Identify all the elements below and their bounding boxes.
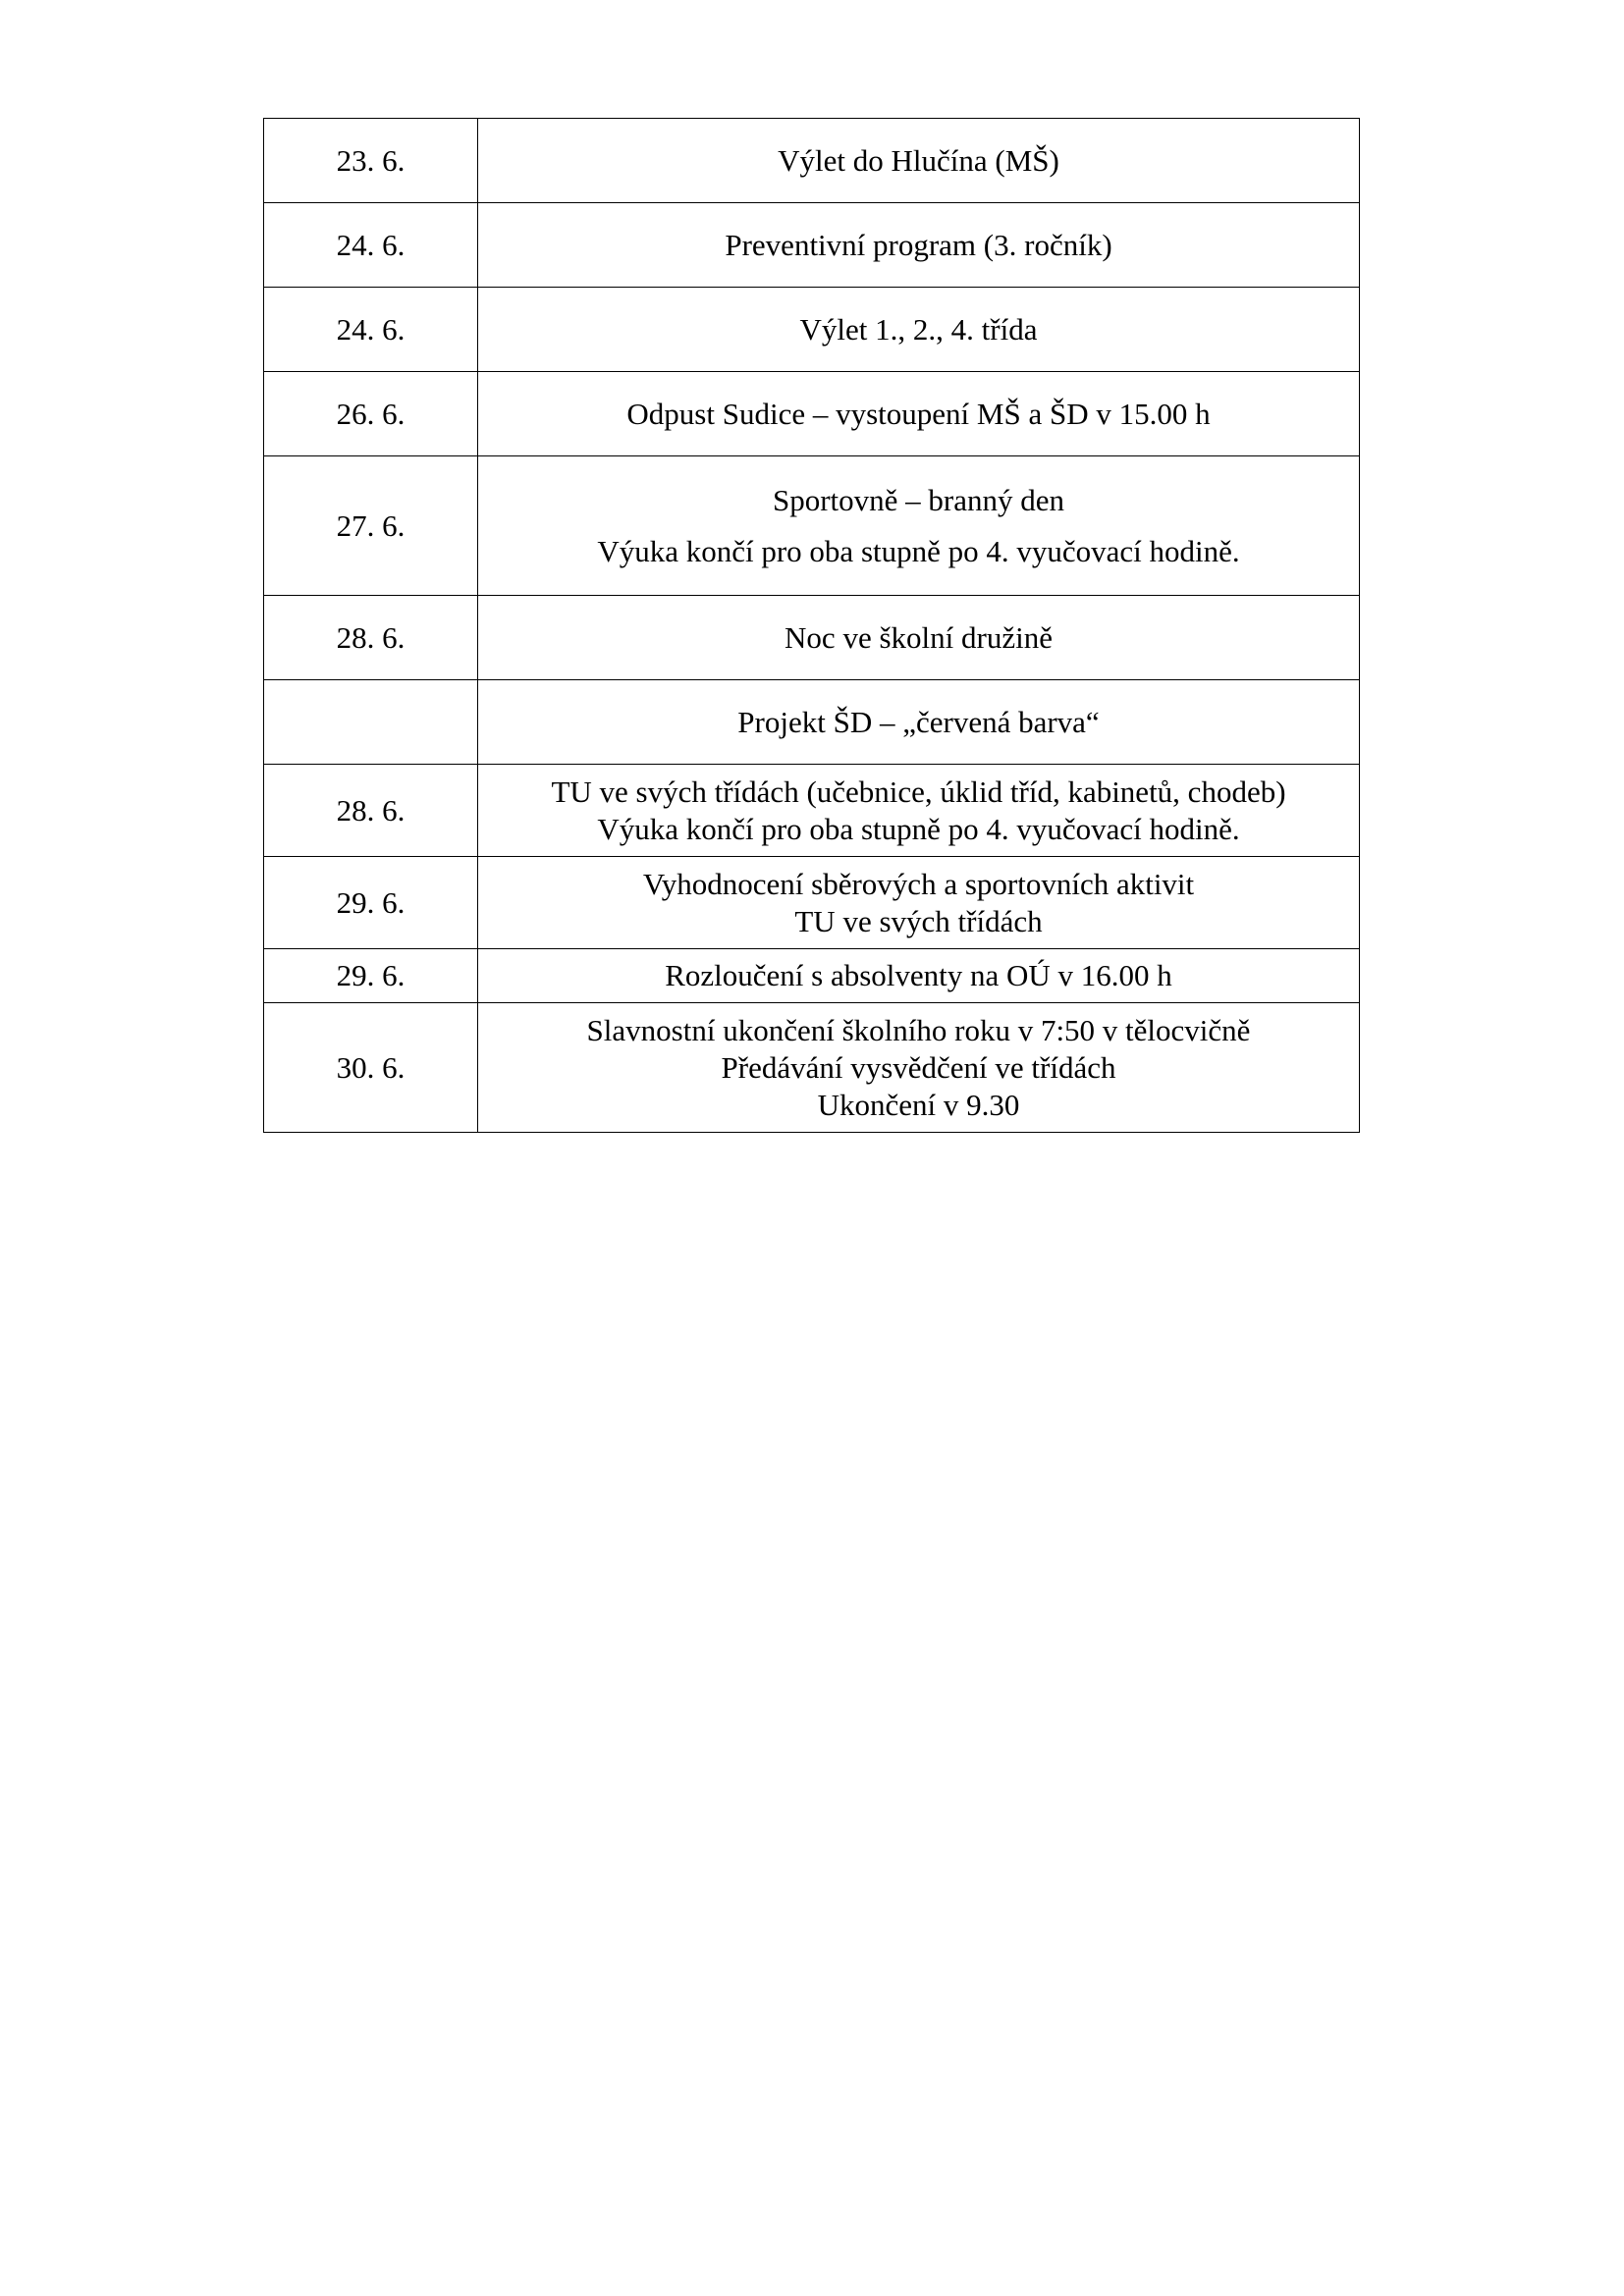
event-text: Vyhodnocení sběrových a sportovních aktivit bbox=[642, 866, 1195, 901]
event-text: Rozloučení s absolventy na OÚ v 16.00 h bbox=[665, 958, 1172, 992]
date-cell: 28. 6. bbox=[264, 596, 478, 680]
event-cell bbox=[478, 372, 1360, 456]
date-cell: 24. 6. bbox=[264, 288, 478, 372]
event-text: Odpust Sudice – vystoupení MŠ a ŠD v 15.00 h bbox=[626, 396, 1211, 431]
event-text: Výuka končí pro oba stupně po 4. vyučovací hodině. bbox=[597, 811, 1240, 846]
table-row bbox=[264, 680, 1360, 765]
table-row bbox=[264, 119, 1360, 203]
event-cell bbox=[478, 456, 1360, 596]
event-text: Projekt ŠD – „červená barva“ bbox=[737, 704, 1100, 739]
event-cell bbox=[478, 949, 1360, 1003]
event-text: Slavnostní ukončení školního roku v 7:50 v tělocvičně bbox=[586, 1012, 1251, 1047]
event-cell bbox=[478, 119, 1360, 203]
event-text: Předávání vysvědčení ve třídách bbox=[721, 1049, 1116, 1085]
table-row bbox=[264, 372, 1360, 456]
date-cell: 28. 6. bbox=[264, 765, 478, 857]
date-cell bbox=[264, 680, 478, 765]
date-cell: 30. 6. bbox=[264, 1003, 478, 1133]
table-row bbox=[264, 857, 1360, 949]
date-cell: 23. 6. bbox=[264, 119, 478, 203]
table-row bbox=[264, 765, 1360, 857]
event-text: Výuka končí pro oba stupně po 4. vyučovací hodině. bbox=[597, 533, 1240, 568]
event-cell bbox=[478, 1003, 1360, 1133]
event-text: Preventivní program (3. ročník) bbox=[725, 227, 1112, 262]
event-cell bbox=[478, 765, 1360, 857]
event-cell bbox=[478, 857, 1360, 949]
event-cell bbox=[478, 680, 1360, 765]
event-text: Sportovně – branný den bbox=[772, 482, 1065, 517]
event-cell bbox=[478, 203, 1360, 288]
table-row bbox=[264, 456, 1360, 596]
event-text: Ukončení v 9.30 bbox=[817, 1087, 1020, 1122]
table-row bbox=[264, 949, 1360, 1003]
event-text: Noc ve školní družině bbox=[785, 619, 1053, 655]
table-row bbox=[264, 203, 1360, 288]
event-text: TU ve svých třídách (učebnice, úklid tříd, kabinetů, chodeb) bbox=[551, 774, 1286, 809]
date-cell: 29. 6. bbox=[264, 949, 478, 1003]
date-cell: 26. 6. bbox=[264, 372, 478, 456]
event-text: Výlet 1., 2., 4. třída bbox=[799, 311, 1038, 347]
event-cell bbox=[478, 596, 1360, 680]
date-cell: 27. 6. bbox=[264, 456, 478, 596]
table-row bbox=[264, 288, 1360, 372]
schedule-table bbox=[263, 118, 1360, 1133]
table-row bbox=[264, 1003, 1360, 1133]
date-cell: 29. 6. bbox=[264, 857, 478, 949]
event-text: Výlet do Hlučína (MŠ) bbox=[778, 142, 1059, 178]
event-cell bbox=[478, 288, 1360, 372]
date-cell: 24. 6. bbox=[264, 203, 478, 288]
event-text: TU ve svých třídách bbox=[794, 903, 1043, 938]
table-row bbox=[264, 596, 1360, 680]
